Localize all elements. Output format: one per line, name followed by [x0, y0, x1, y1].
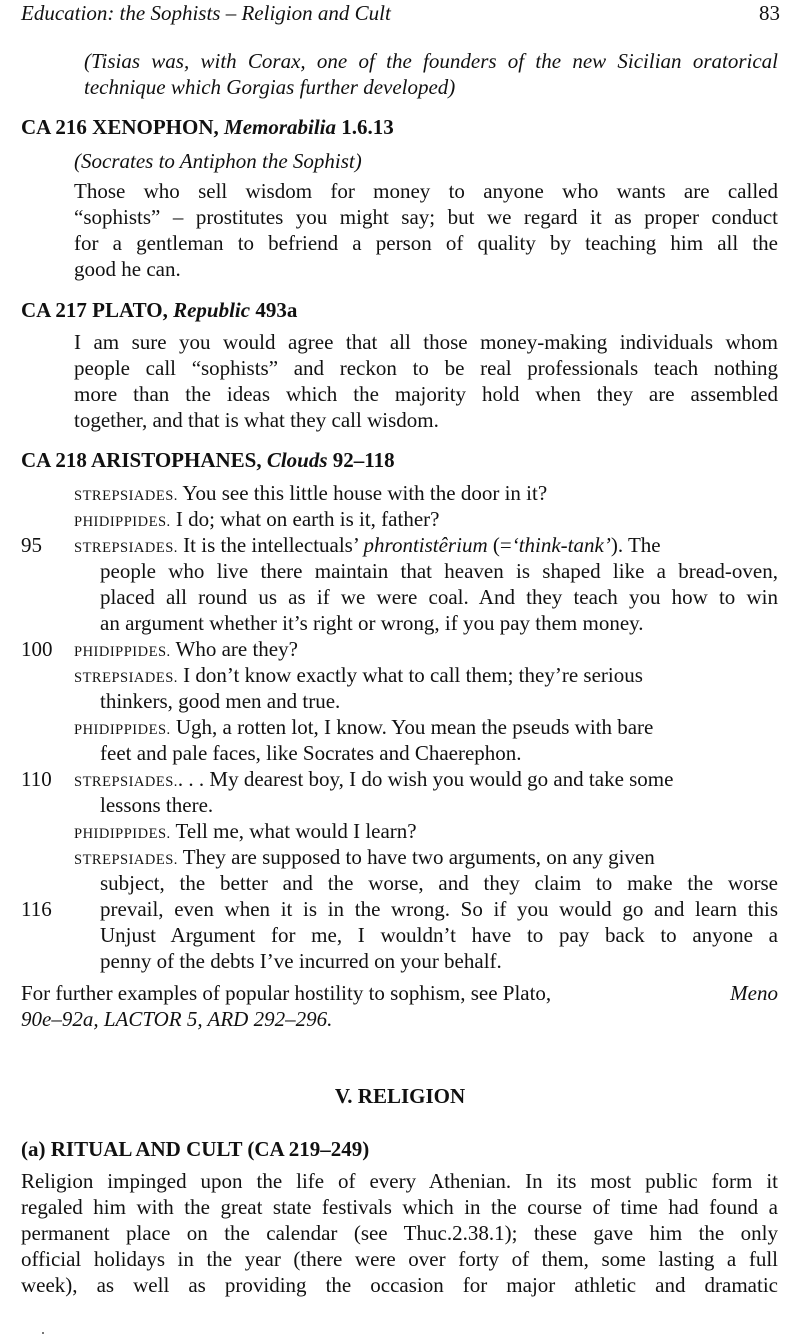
dialogue-text: Ugh, a rotten lot, I know. You mean the pseuds with bare: [175, 715, 654, 739]
running-header: [21, 0, 780, 26]
ca218-ref: 92–118: [332, 448, 395, 472]
speaker-phidippides: PHIDIPPIDES.: [74, 722, 171, 738]
dialogue-continuation: lessons there.: [100, 793, 214, 817]
further-text: For further examples of popular hostility to sophism, see Plato,: [21, 981, 552, 1005]
dialogue-line: [74, 766, 673, 795]
line-number-116: 116: [21, 897, 52, 921]
dialogue-continuation: people who live there maintain that heaven is shaped like a bread-oven,: [100, 559, 778, 583]
dialogue-continuation: subject, the better and the worse, and they claim to make the worse: [100, 871, 778, 895]
speaker-strepsiades: STREPSIADES.: [74, 852, 178, 868]
section-title: V. RELIGION: [334, 1084, 466, 1108]
dialogue-continuation: feet and pale faces, like Socrates and Chaerephon.: [100, 741, 522, 765]
dialogue-line: [74, 662, 643, 691]
intro-line-5: week), as well as providing the occasion for major athletic and dramatic: [21, 1273, 778, 1297]
dialogue-continuation: Unjust Argument for me, I wouldn’t have to pay back to anyone a: [100, 923, 778, 947]
speaker-strepsiades: STREPSIADES.: [74, 488, 178, 504]
ca218-heading: [21, 447, 395, 473]
ca217-id: CA 217 PLATO,: [21, 298, 168, 322]
gloss: ‘think-tank’: [511, 533, 611, 557]
dialogue-text: . . . My dearest boy, I do wish you would go and take some: [177, 767, 674, 791]
dialogue-line: [74, 844, 655, 873]
line-number-95: 95: [21, 533, 42, 557]
ca217-line-1: I am sure you would agree that all those money-making individuals whom: [74, 330, 778, 354]
dialogue-continuation: penny of the debts I’ve incurred on your behalf.: [100, 949, 502, 973]
further-work-title: Meno: [730, 981, 778, 1005]
dialogue-line: [74, 636, 298, 665]
intro-line-2: regaled him with the great state festivals which in the course of time had found a: [21, 1195, 778, 1219]
further-examples-line-1: [21, 980, 778, 1006]
dialogue-text: It is the intellectuals’: [183, 533, 359, 557]
speaker-phidippides: PHIDIPPIDES.: [74, 644, 171, 660]
ca216-ref: 1.6.13: [341, 115, 394, 139]
ca217-line-4: together, and that is what they call wisdom.: [74, 408, 439, 432]
dialogue-continuation: prevail, even when it is in the wrong. So if you would go and learn this: [100, 897, 778, 921]
dialogue-continuation: placed all round us as if we were coal. And they teach you how to win: [100, 585, 778, 609]
dialogue-text: ). The: [610, 533, 661, 557]
ca217-heading: [21, 297, 297, 323]
ca216-line-1: Those who sell wisdom for money to anyone who wants are called: [74, 179, 778, 203]
ca216-line-4: good he can.: [74, 257, 181, 281]
speaker-strepsiades: STREPSIADES.: [74, 774, 178, 790]
dialogue-text: You see this little house with the door in it?: [182, 481, 548, 505]
dialogue-line: [74, 532, 661, 561]
greek-term: phrontistêrium: [363, 533, 488, 557]
dialogue-continuation: thinkers, good men and true.: [100, 689, 341, 713]
dialogue-continuation: an argument whether it’s right or wrong, if you pay them money.: [100, 611, 644, 635]
ca215-note-line-1: (Tisias was, with Corax, one of the founders of the new Sicilian oratorical: [84, 49, 778, 73]
dialogue-text: Tell me, what would I learn?: [175, 819, 417, 843]
speaker-phidippides: PHIDIPPIDES.: [74, 514, 171, 530]
line-number-100: 100: [21, 637, 53, 661]
intro-line-4: official holidays in the year (there were over forty of them, some lasting a full: [21, 1247, 778, 1271]
dialogue-line: [74, 480, 547, 509]
line-number-110: 110: [21, 767, 52, 791]
ca216-line-3: for a gentleman to befriend a person of quality by teaching him all the: [74, 231, 778, 255]
ca215-note-line-2: technique which Gorgias further developed): [84, 75, 456, 99]
ca216-line-2: “sophists” – prostitutes you might say; but we regard it as proper conduct: [74, 205, 778, 229]
ca217-line-2: people call “sophists” and reckon to be real professionals teach nothing: [74, 356, 778, 380]
dialogue-text: I don’t know exactly what to call them; they’re serious: [183, 663, 643, 687]
dialogue-text: (=: [492, 533, 512, 557]
ca216-heading: [21, 114, 394, 140]
page-number: 83: [759, 1, 780, 25]
ca218-id: CA 218 ARISTOPHANES,: [21, 448, 262, 472]
dialogue-line: [74, 506, 439, 535]
ca217-line-3: more than the ideas which the majority hold when they are assembled: [74, 382, 778, 406]
ca218-work: Clouds: [266, 448, 328, 472]
speaker-strepsiades: STREPSIADES.: [74, 540, 178, 556]
dialogue-line: [74, 714, 653, 743]
dialogue-line: [74, 818, 417, 847]
subsection-title: (a) RITUAL AND CULT (CA 219–249): [21, 1137, 370, 1161]
dialogue-text: I do; what on earth is it, father?: [175, 507, 440, 531]
further-examples-line-2: 90e–92a, LACTOR 5, ARD 292–296.: [21, 1007, 333, 1031]
running-header-title: Education: the Sophists – Religion and Cult: [21, 1, 391, 25]
ca216-id: CA 216 XENOPHON,: [21, 115, 219, 139]
dialogue-text: Who are they?: [175, 637, 298, 661]
speaker-phidippides: PHIDIPPIDES.: [74, 826, 171, 842]
intro-line-1: Religion impinged upon the life of every Athenian. In its most public form it: [21, 1169, 778, 1193]
ca217-work: Republic: [173, 298, 251, 322]
ca217-ref: 493a: [255, 298, 298, 322]
dialogue-text: They are supposed to have two arguments, on any given: [182, 845, 655, 869]
ca216-work: Memorabilia: [224, 115, 337, 139]
page-speck: [42, 1332, 44, 1334]
speaker-strepsiades: STREPSIADES.: [74, 670, 178, 686]
intro-line-3: permanent place on the calendar (see Thuc.2.38.1); these gave him the only: [21, 1221, 778, 1245]
ca216-note: (Socrates to Antiphon the Sophist): [74, 149, 362, 173]
